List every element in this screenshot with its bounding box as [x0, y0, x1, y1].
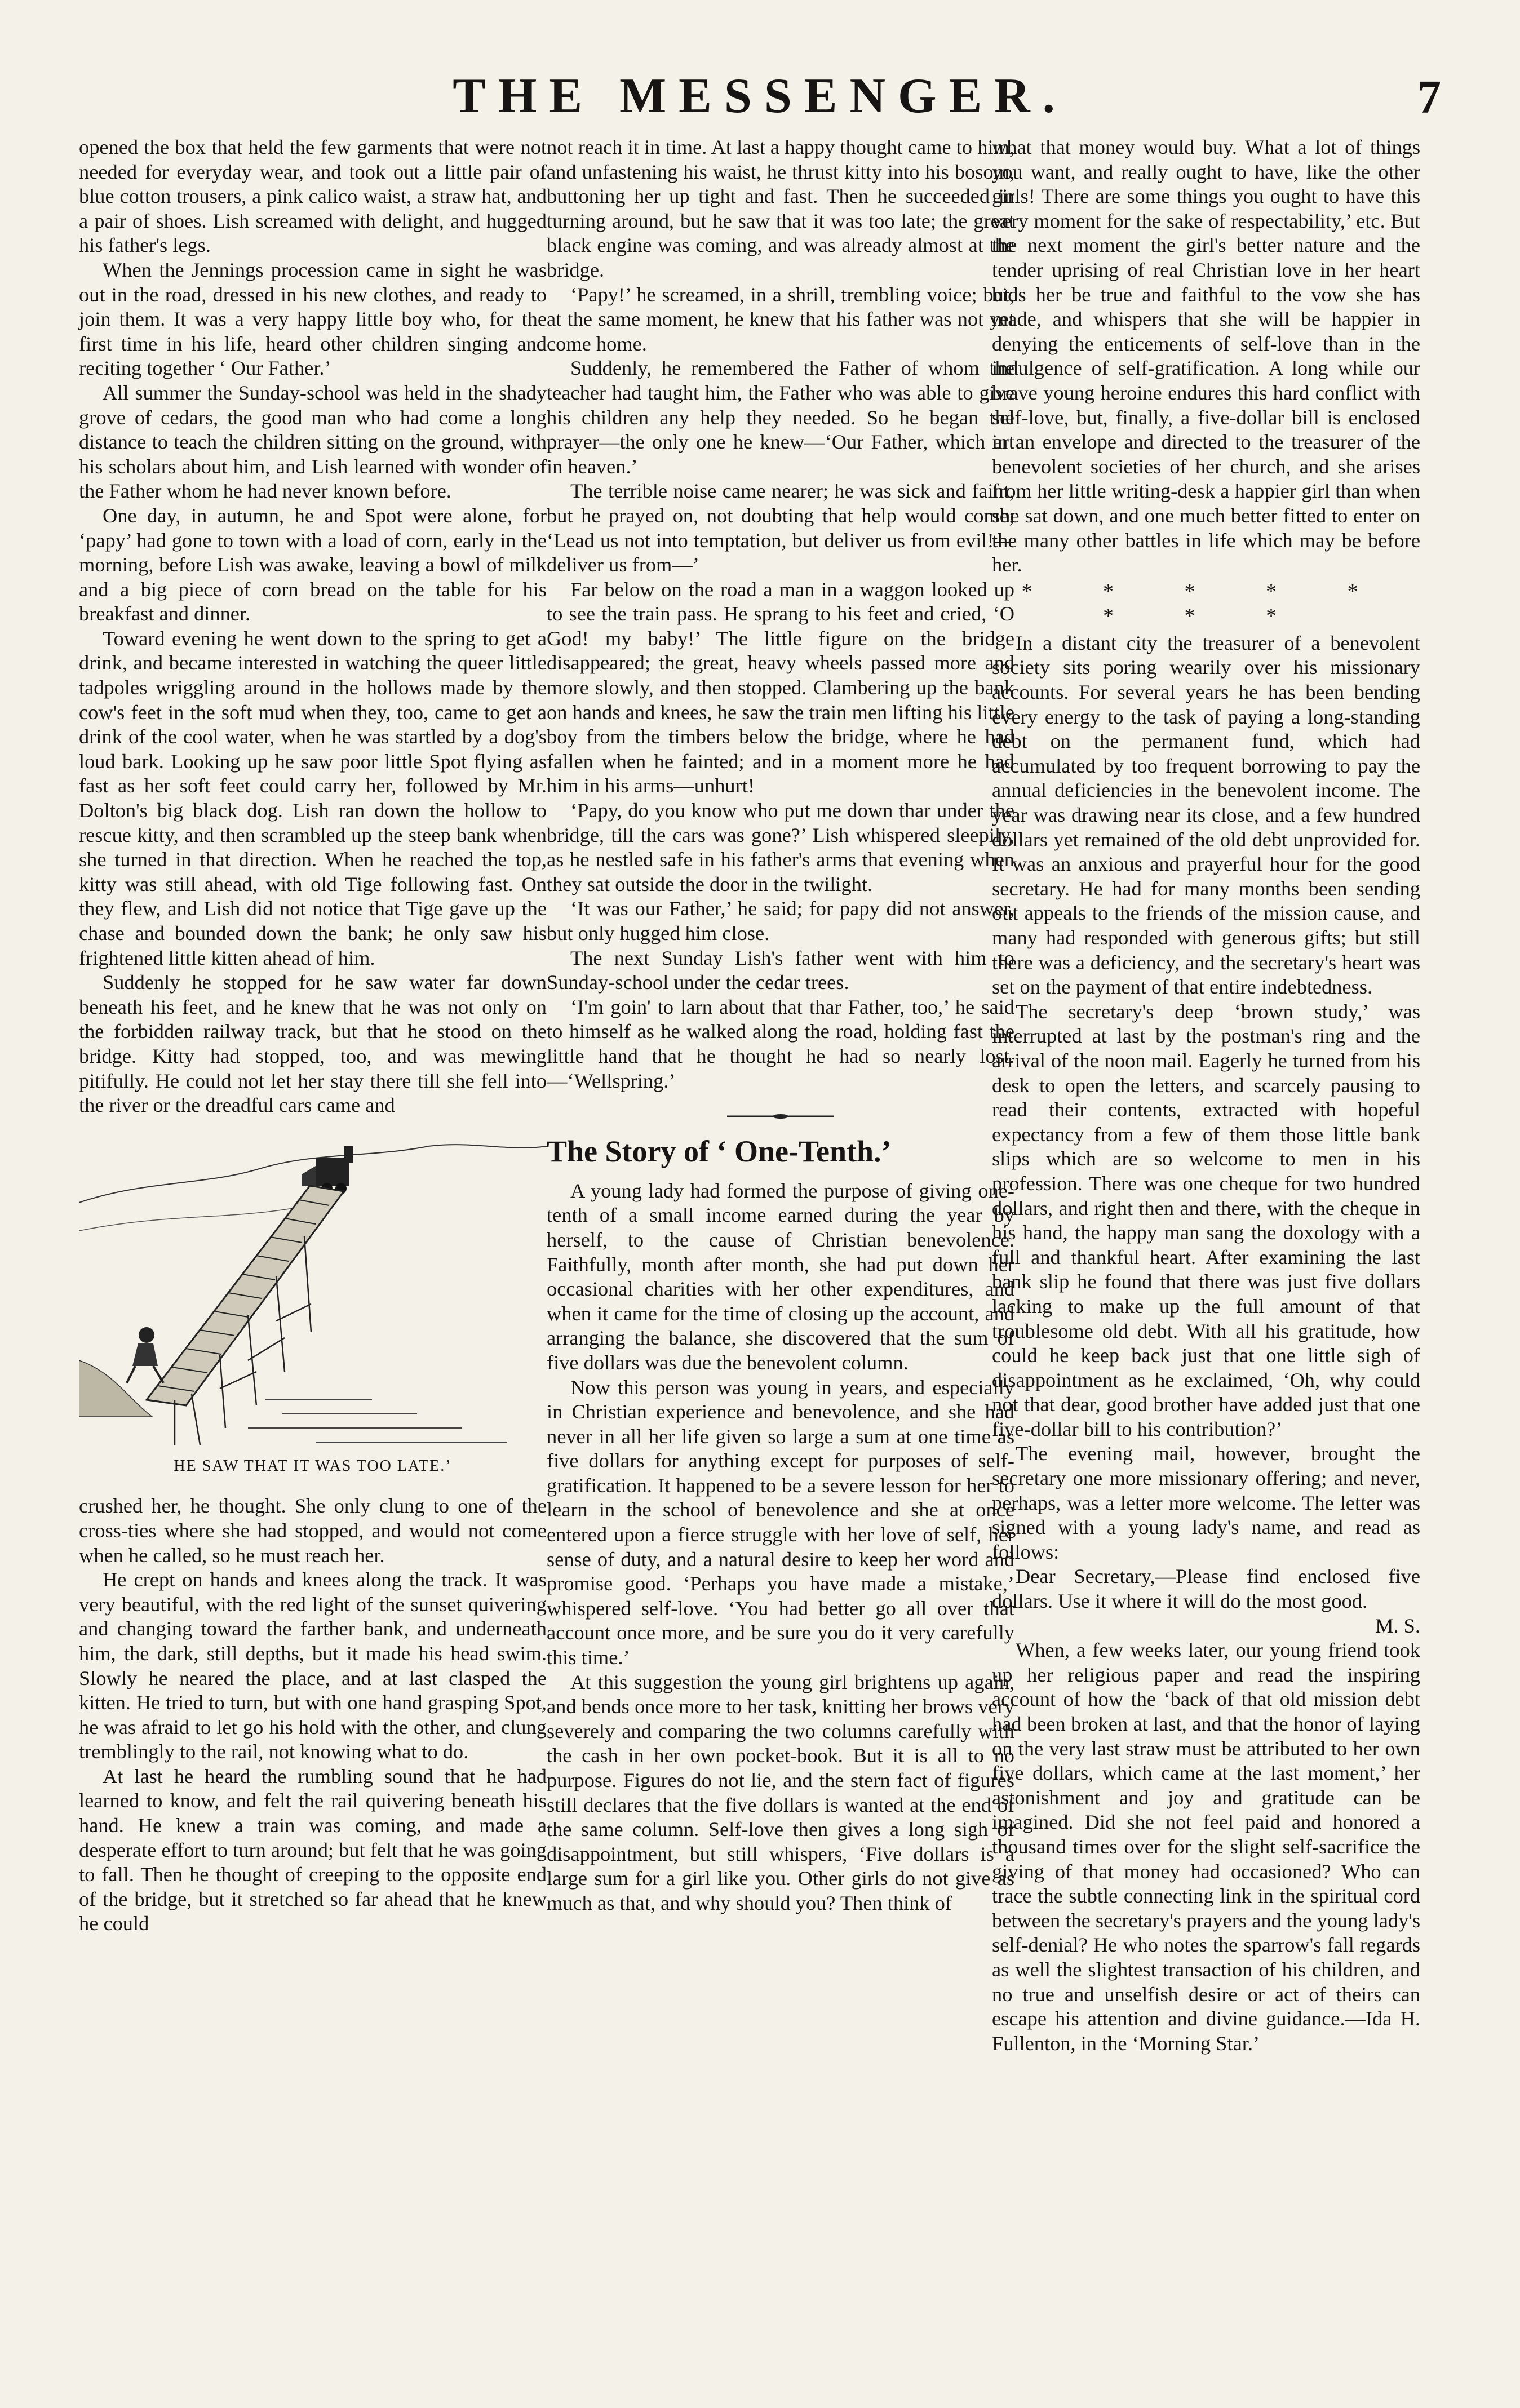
paragraph: not reach it in time. At last a happy thought came to him, and unfastening his waist, he thrust kitty into his bosom, buttoning her up tight and fast. Then he succeeded in turning around, but he saw that it was too late; the great black engine was coming, and was already almost at the bridge.	[547, 136, 1014, 281]
paragraph: Dear Secretary,—Please find enclosed five dollars. Use it where it will do the most good.	[992, 1565, 1420, 1613]
paragraph: ‘It was our Father,’ he said; for papy did not answer, but only hugged him close.	[547, 897, 1014, 944]
paragraph: Suddenly he stopped for he saw water far down beneath his feet, and he knew that he was not only on the forbidden railway track, but that he stood on the bridge. Kitty had stopped, too, and was mewing pitifully. He could not let her stay there till she fell into the river or the dreadful cars came and	[79, 971, 547, 1117]
column-2	[547, 135, 1014, 1916]
paragraph: ‘Papy, do you know who put me down thar under the bridge, till the cars was gone?’ Lish whispered sleepily, as he nestled safe in his father's arms that evening when they sat outside the door in the twilight.	[547, 799, 1014, 895]
section-divider	[547, 1101, 1014, 1126]
paragraph: Suddenly, he remembered the Father of whom the teacher had taught him, the Father who was able to give his children any help they needed. So he began the prayer—the only one he knew—‘Our Father, which art in heaven.’	[547, 357, 1014, 478]
boy-figure	[127, 1327, 163, 1383]
divider-rule	[727, 1113, 834, 1120]
paragraph: opened the box that held the few garments that were not needed for everyday wear, and took out a little pair of blue cotton trousers, a pink calico waist, a straw hat, and a pair of shoes. Lish screamed with delight, and hugged his father's legs.	[79, 136, 547, 257]
paragraph: ‘Papy!’ he screamed, in a shrill, trembling voice; but, at the same moment, he knew that his father was not yet come home.	[547, 283, 1014, 355]
paragraph: crushed her, he thought. She only clung to one of the cross-ties where she had stopped, and would not come when he called, so he must reach her.	[79, 1495, 547, 1567]
page-number: 7	[1417, 71, 1441, 123]
paragraph: In a distant city the treasurer of a benevolent society sits poring wearily over his missionary accounts. For several years he has been bending every energy to the task of paying a long-standing debt on the permanent fund, which had accumulated by too frequent borrowing to pay the annual deficiencies in the benevolent income. The year was drawing near its close, and a few hundred dollars yet remained of the old debt unprovided for. It was an anxious and prayerful hour for the good secretary. He had for many months been sending out appeals to the friends of the mission cause, and many had responded with generous gifts; but still there was a deficiency, and the secretary's heart was set on the payment of that entire indebtedness.	[992, 631, 1420, 999]
illustration-caption: HE SAW THAT IT WAS TOO LATE.’	[174, 1457, 452, 1475]
paragraph: One day, in autumn, he and Spot were alone, for ‘papy’ had gone to town with a load of corn, early in the morning, before Lish was awake, leaving a bowl of milk and a big piece of corn bread on the table for his breakfast and dinner.	[79, 504, 547, 626]
paragraph: Toward evening he went down to the spring to get a drink, and became interested in watching the queer little tadpoles wriggling around in the hollows made by the cow's feet in the soft mud when they, too, came to get a drink of the cool water, when he was startled by a dog's loud bark. Looking up he saw poor little Spot flying as fast as her soft feet could carry her, followed by Mr. Dolton's big black dog. Lish ran down the hollow to rescue kitty, and then scrambled up the steep bank when she turned in that direction. When he reached the top, kitty was still ahead, with old Tige following fast. On they flew, and Lish did not notice that Tige gave up the chase and bounded down the bank; he only saw his frightened little kitten ahead of him.	[79, 627, 547, 969]
story-title: The Story of ‘ One-Tenth.’	[547, 1134, 892, 1168]
paragraph: At this suggestion the young girl brightens up again, and bends once more to her task, knitting her brows very severely and comparing the two columns carefully with the cash in her own pocket-book. But it is all to no purpose. Figures do not lie, and the stern fact of figures still declares that the five dollars is wanted at the end of the same column. Self-love then gives a long sigh of disappointment, but still whispers, ‘Five dollars is a large sum for a girl like you. Other girls do not give as much as that, and why should you? Then think of	[547, 1670, 1014, 1914]
newspaper-title: THE MESSENGER.	[453, 69, 1067, 123]
paragraph: what that money would buy. What a lot of things you want, and really ought to have, like the other girls! There are some things you ought to have this very moment for the sake of respectability,’ etc. But the next moment the girl's better nature and the tender uprising of real Christian love in her heart bids her be true and faithful to the vow she has made, and whispers that she will be happier in denying the enticements of self-love than in the indulgence of self-gratification. A long while our brave young heroine endures this hard conflict with self-love, but, finally, a five-dollar bill is enclosed in an envelope and directed to the treasurer of the benevolent societies of her church, and she arises from her little writing-desk a happier girl than when she sat down, and one much better fitted to enter on the many other battles in life which may be before her.	[992, 136, 1420, 576]
masthead	[0, 45, 1520, 130]
bridge-illustration	[79, 1135, 547, 1451]
paragraph: All summer the Sunday-school was held in the shady grove of cedars, the good man who had come a long distance to teach the children sitting on the ground, with his scholars about him, and Lish learned with wonder of the Father whom he had never known before.	[79, 381, 547, 503]
letter-signature: M. S.	[1375, 1614, 1420, 1637]
column-1	[79, 135, 547, 1936]
paragraph: At last he heard the rumbling sound that he had learned to know, and felt the rail quivering beneath his hand. He knew a train was coming, and made a desperate effort to turn around; but felt that he was going to fall. Then he thought of creeping to the opposite end of the bridge, but it stretched so far ahead that he knew he could	[79, 1764, 547, 1935]
paragraph: The next Sunday Lish's father went with him to Sunday-school under the cedar trees.	[547, 946, 1014, 994]
paragraph: When, a few weeks later, our young friend took up her religious paper and read the inspiring account of how the ‘back of that old mission debt had been broken at last, and that the honor of laying on the very last straw must be attributed to her own five dollars, which came at the last moment,’ her astonishment and joy and gratitude can be imagined. Did she not feel paid and honored a thousand times over for the slight self-sacrifice the giving of that money had occasioned? Who can trace the subtle connecting link in the spiritual cord between the secretary's prayers and the young lady's self-denial? He who notes the sparrow's fall regards as well the slightest transaction of his children, and no true and unselfish desire or act of theirs can escape his attention and divine guidance.—Ida H. Fullenton, in the ‘Morning Star.’	[992, 1639, 1420, 2055]
paragraph: A young lady had formed the purpose of giving one-tenth of a small income earned during the year by herself, to the cause of Christian benevolence. Faithfully, month after month, she had put down her occasional charities with her other expenditures, and when it came for the time of closing up the account, and arranging the balance, she discovered that the sum of five dollars was due the benevolent column.	[547, 1179, 1014, 1374]
paragraph: The secretary's deep ‘brown study,’ was interrupted at last by the postman's ring and the arrival of the noon mail. Eagerly he turned from his desk to open the letters, and scarcely pausing to read their contents, extracted with hopeful expectancy from a few of them those little bank slips which are so welcome to men in his profession. There was one cheque for two hundred dollars, and right then and there, with the cheque in his hand, the happy man sang the doxology with a full and thankful heart. After examining the last bank slip he found that there was just five dollars lacking to make up the full amount of that troublesome old debt. With all his gratitude, how could he keep back just that one little sigh of disappointment as he exclaimed, ‘Oh, why could not that dear, good brother have added just that one five-dollar bill to his contribution?’	[992, 1000, 1420, 1440]
paragraph: Now this person was young in years, and especially in Christian experience and benevolence, and she had never in all her life given so large a sum at one time as five dollars for anything except for purposes of self-gratification. It happened to be a severe lesson for her to learn in the school of benevolence and she at once entered upon a fierce struggle with her love of self, her sense of duty, and a natural desire to keep her word and promise good. ‘Perhaps you have made a mistake,’ whispered self-love. ‘You had better go all over that account once more, and be sure you do it very carefully this time.’	[547, 1376, 1014, 1669]
paragraph: The terrible noise came nearer; he was sick and faint, but he prayed on, not doubting that help would come; ‘Lead us not into temptation, but deliver us from evil!—deliver us from—’	[547, 480, 1014, 576]
section-break-stars: * * * * * * * *	[1021, 579, 1391, 628]
paragraph: The evening mail, however, brought the secretary one more missionary offering; and never, perhaps, was a letter more welcome. The letter was signed with a young lady's name, and read as follows:	[992, 1442, 1420, 1563]
paragraph: When the Jennings procession came in sight he was out in the road, dressed in his new clothes, and ready to join them. It was a very happy little boy who, for the first time in his life, heard other children singing and reciting together ‘ Our Father.’	[79, 258, 547, 380]
paragraph: Far below on the road a man in a waggon looked up to see the train pass. He sprang to his feet and cried, ‘O God! my baby!’ The little figure on the bridge disappeared; the great, heavy wheels passed more and more slowly, and then stopped. Clambering up the bank on hands and knees, he saw the train men lifting his little boy from the timbers below the bridge, where he had fallen when he fainted; and in a moment more he had him in his arms—unhurt!	[547, 578, 1014, 797]
paragraph: ‘I'm goin' to larn about that thar Father, too,’ he said to himself as he walked along the road, holding fast the little hand that he thought he had so nearly lost.—‘Wellspring.’	[547, 995, 1014, 1092]
column-3	[992, 135, 1420, 2056]
paragraph: He crept on hands and knees along the track. It was very beautiful, with the red light of the sunset quivering and changing toward the farther bank, and underneath him, the dark, still depths, but it made his head swim. Slowly he neared the place, and at last clasped the kitten. He tried to turn, but with one hand grasping Spot, he was afraid to let go his hold with the other, and clung tremblingly to the rail, not knowing what to do.	[79, 1568, 547, 1763]
train-on-bridge-drawing	[79, 1135, 547, 1451]
